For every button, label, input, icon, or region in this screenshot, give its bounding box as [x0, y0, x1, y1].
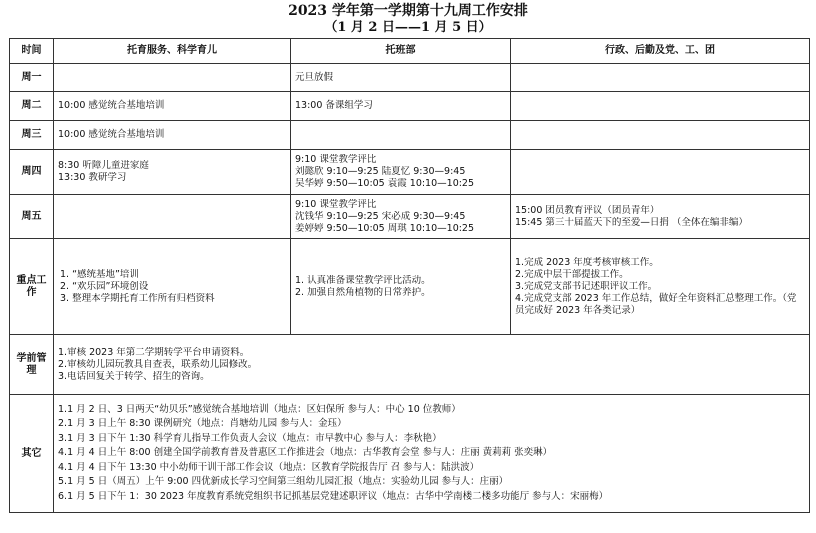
friday-col3-line: 15:45 第三十届蓝天下的至爱—日捐 （全体在编非编）	[515, 216, 748, 228]
key-work-col3-item: 3.完成党支部书记述职评议工作。	[515, 280, 658, 292]
schedule-table	[9, 38, 810, 513]
friday-col2	[291, 195, 511, 239]
day-label-thursday: 周四	[10, 150, 54, 195]
other-item: 4.1 月 4 日上午 8:00 创建全国学前教育普及普惠区工作推进会（地点：古华教育会堂 参与人：庄丽 黄莉莉 张奕琳）	[58, 447, 553, 459]
day-label-friday: 周五	[10, 195, 54, 239]
thursday-col2-line: 吴华婷 9:50—10:05 袁霞 10:10—10:25	[295, 178, 475, 189]
wednesday-col2	[291, 121, 511, 150]
row-thursday	[10, 150, 810, 195]
page-title: 2023 学年第一学期第十九周工作安排	[288, 3, 528, 19]
tuesday-col3	[511, 92, 810, 121]
key-work-col2-item: 2. 加强自然角植物的日常养护。	[295, 286, 431, 298]
header-col2: 托班部	[291, 39, 511, 64]
monday-col3	[511, 64, 810, 92]
thursday-col2	[291, 150, 511, 195]
other-item: 4.1 月 4 日下午 13:30 中小幼师干训干部工作会议（地点：区教育学院报告厅 召 参与人：陆洪波）	[58, 461, 480, 473]
preschool-item: 2.审核幼儿园玩教具自查表，联系幼儿园修改。	[58, 358, 258, 370]
wednesday-col1: 10:00 感觉统合基地培训	[54, 121, 291, 150]
thursday-col1-line: 13:30 教研学习	[58, 172, 127, 183]
header-time: 时间	[10, 39, 54, 64]
monday-col2: 元旦放假	[291, 64, 511, 92]
day-label-tuesday: 周二	[10, 92, 54, 121]
title-block	[0, 0, 816, 36]
wednesday-col3	[511, 121, 810, 150]
thursday-col1-line: 8:30 听障儿童进家庭	[58, 160, 149, 171]
header-col3: 行政、后勤及党、工、团	[511, 39, 810, 64]
key-work-col1-item: 1. “感统基地”培训	[60, 268, 139, 280]
row-tuesday	[10, 92, 810, 121]
preschool-item: 3.电话回复关于转学、招生的咨询。	[58, 370, 210, 382]
key-work-col3-item: 4.完成党支部 2023 年工作总结，做好全年资料汇总整理工作。（党员完成好 2023 年各类记录）	[515, 292, 797, 316]
other-item: 6.1 月 5 日下午 1：30 2023 年度教育系统党组织书记抓基层党建述职评议（地点：古华中学南楼二楼多功能厅 参与人：宋丽梅）	[58, 490, 609, 502]
row-other	[10, 395, 810, 513]
row-preschool	[10, 335, 810, 395]
key-work-label: 重点工作	[10, 239, 54, 335]
key-work-col1-item: 2. “欢乐园”环境创设	[60, 280, 149, 292]
header-row	[10, 39, 810, 64]
other-content	[54, 395, 810, 513]
day-label-wednesday: 周三	[10, 121, 54, 150]
preschool-item: 1.审核 2023 年第二学期转学平台申请资料。	[58, 346, 250, 358]
key-work-col3-item: 1.完成 2023 年度考核审核工作。	[515, 256, 659, 268]
other-item: 2.1 月 3 日上午 8:30 课例研究（地点：肖塘幼儿园 参与人：金珏）	[58, 418, 347, 430]
tuesday-col2: 13:00 备课组学习	[291, 92, 511, 121]
monday-col1	[54, 64, 291, 92]
other-item: 3.1 月 3 日下午 1:30 科学育儿指导工作负责人会议（地点：市早教中心 参与人：李秋艳）	[58, 432, 442, 444]
key-work-col1	[54, 239, 291, 335]
friday-col2-line: 沈钱华 9:10—9:25 宋必成 9:30—9:45	[295, 210, 466, 222]
preschool-label: 学前管理	[10, 335, 54, 395]
thursday-col2-line: 刘懿欣 9:10—9:25 陆夏忆 9:30—9:45	[295, 166, 466, 177]
preschool-content	[54, 335, 810, 395]
other-label: 其它	[10, 395, 54, 513]
header-col1: 托育服务、科学育儿	[54, 39, 291, 64]
thursday-col2-line: 9:10 课堂教学评比	[295, 154, 377, 165]
friday-col3-line: 15:00 团员教育评议（团员青年）	[515, 204, 660, 216]
other-item: 1.1 月 2 日、3 日两天“幼贝乐”感觉统合基地培训（地点：区妇保所 参与人：中心 10 位教师）	[58, 403, 461, 415]
key-work-col3-item: 2.完成中层干部提拔工作。	[515, 268, 629, 280]
other-item: 5.1 月 5 日（周五）上午 9:00 四优新成长学习空间第三组幼儿园汇报（地点：实验幼儿园 参与人：庄丽）	[58, 476, 509, 488]
key-work-col2	[291, 239, 511, 335]
thursday-col1	[54, 150, 291, 195]
page-subtitle: （1 月 2 日——1 月 5 日）	[324, 20, 492, 35]
row-friday	[10, 195, 810, 239]
friday-col2-line: 姜婷婷 9:50—10:05 周琪 10:10—10:25	[295, 222, 475, 234]
key-work-col2-item: 1. 认真准备课堂教学评比活动。	[295, 274, 431, 286]
key-work-col1-item: 3. 整理本学期托育工作所有归档资料	[60, 292, 215, 304]
friday-col1	[54, 195, 291, 239]
friday-col3	[511, 195, 810, 239]
day-label-monday: 周一	[10, 64, 54, 92]
key-work-col3	[511, 239, 810, 335]
thursday-col3	[511, 150, 810, 195]
row-monday	[10, 64, 810, 92]
row-wednesday	[10, 121, 810, 150]
row-key-work	[10, 239, 810, 335]
friday-col2-line: 9:10 课堂教学评比	[295, 198, 377, 210]
tuesday-col1: 10:00 感觉统合基地培训	[54, 92, 291, 121]
